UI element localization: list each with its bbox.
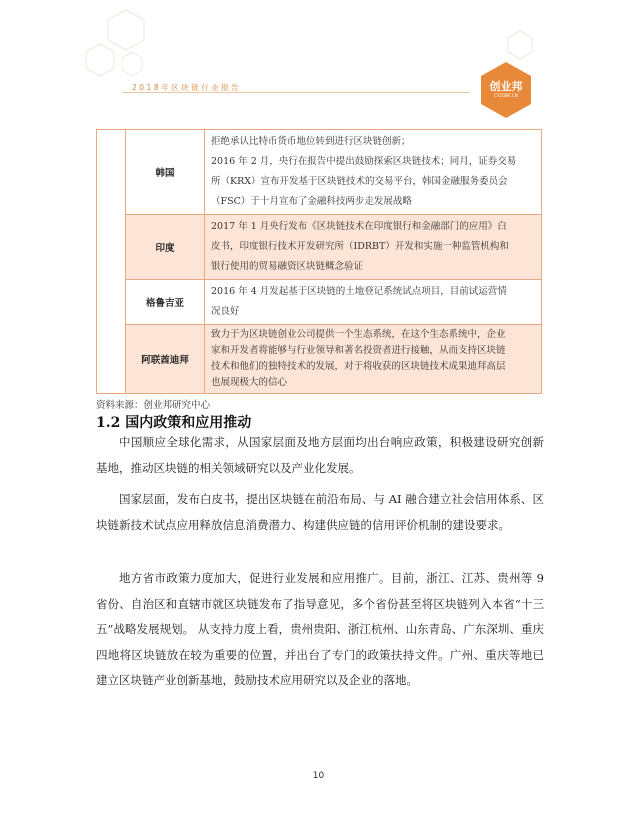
logo-text: 创业邦 — [489, 80, 523, 93]
description-line: 所（KRX）宣布开发基于区块链技术的交易平台，韩国金融服务委员会 — [211, 176, 508, 187]
description-line: 2016 年 2 月，央行在报告中提出鼓励探索区块链技术；同月，证券交易 — [211, 156, 517, 167]
policy-description-cell — [205, 280, 542, 325]
description-line: 2017 年 1 月央行发布《区块链技术在印度银行和金融部门的应用》白 — [211, 221, 507, 232]
header-divider — [122, 92, 470, 93]
description-line: 况良好 — [211, 306, 240, 317]
country-cell: 格鲁吉亚 — [126, 280, 205, 325]
description-line: （FSC）于十月宣布了金融科技两步走发展战略 — [211, 196, 412, 207]
country-policy-table — [96, 129, 542, 394]
body-paragraph: 地方省市政策力度加大，促进行业发展和应用推广。目前，浙江、江苏、贵州等 9 省份、自治区和直辖市就区块链发布了指导意见，多个省份甚至将区块链列入本省“十三五”战略发展规划。 从支持力度上看，贵州贵阳、浙江杭州、山东青岛、广东深圳、重庆四地将区块链放在较为重要的位置，并出台了专门的政策扶持文件。广州、重庆等地已建立区块链产业创新基地，鼓励技术应用研究以及企业的落地。 — [96, 571, 544, 687]
body-paragraph: 国家层面，发布白皮书，提出区块链在前沿布局、与 AI 融合建立社会信用体系、区块链新技术试点应用释放信息消费潜力、构建供应链的信用评价机制的建设要求。 — [96, 492, 544, 532]
table-left-blank-cell — [97, 130, 126, 394]
description-line: 也展现极大的信心 — [211, 377, 288, 388]
country-cell: 韩国 — [126, 130, 205, 215]
table-row — [97, 325, 542, 394]
header-hexagon-decoration — [0, 0, 637, 110]
country-cell: 印度 — [126, 215, 205, 280]
country-cell: 阿联酋迪拜 — [126, 325, 205, 394]
table-row — [97, 130, 542, 215]
description-line: 拒绝承认比特币货币地位转到进行区块链创新； — [211, 136, 411, 147]
logo-subtext: CYZONE.CN — [494, 93, 518, 98]
table-row — [97, 215, 542, 280]
description-line: 2016 年 4 月发起基于区块链的土地登记系统试点项目，目前试运营情 — [211, 286, 507, 297]
table-row — [97, 280, 542, 325]
description-line: 银行使用的贸易融资区块链概念验证 — [211, 261, 364, 272]
brand-logo — [476, 60, 536, 120]
description-line: 技术和他们的独特技术的发展，对于将收获的区块链技术成果迪拜高层 — [211, 361, 506, 372]
section-heading: 1.2 国内政策和应用推动 — [96, 415, 252, 431]
description-line: 致力于为区块链创业公司提供一个生态系统，在这个生态系统中，企业 — [211, 329, 506, 340]
description-line: 家和开发者将能够与行业领导和著名投资者进行接触，从而支持区块链 — [211, 345, 506, 356]
page-number: 10 — [312, 771, 325, 781]
policy-description-cell — [205, 130, 542, 215]
source-note: 资料来源：创业邦研究中心 — [96, 400, 211, 411]
policy-description-cell — [205, 215, 542, 280]
description-line: 皮书，印度银行技术开发研究所（IDRBT）开发和实施一种监管机构和 — [211, 241, 509, 252]
report-header-title: 2018年区块链行业报告 — [132, 83, 242, 92]
body-paragraph: 中国顺应全球化需求，从国家层面及地方层面均出台响应政策，积极建设研究创新基地，推动区块链的相关领域研究以及产业化发展。 — [96, 435, 544, 475]
policy-description-cell — [205, 325, 542, 394]
